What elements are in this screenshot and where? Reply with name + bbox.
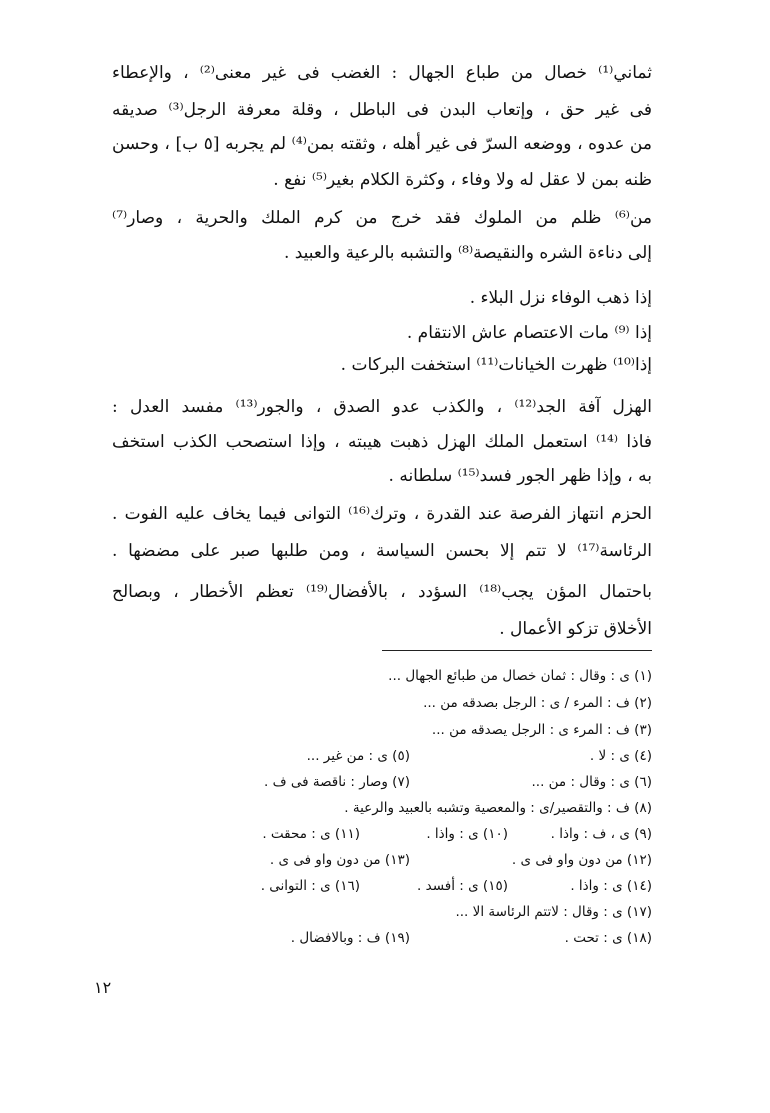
- body-line: باحتمال المؤن يجب⁽¹⁸⁾ السؤدد ، بالأفضال⁽¹⁹⁾ تعظم الأخطار ، وبصالح: [112, 582, 652, 602]
- footnote: (٨) ف : والتقصير/ى : والمعصية وتشبه بالعبيد والرعية .: [344, 800, 652, 816]
- footnote: (٦) ى : وقال : من ...: [531, 774, 652, 790]
- body-line: الرئاسة⁽¹⁷⁾ لا تتم إلا بحسن السياسة ، ومن طلبها صبر على مضضها .: [112, 541, 652, 561]
- page-number: ١٢: [94, 978, 112, 997]
- footnote: (١١) ى : محقت .: [262, 826, 360, 842]
- footnote: (١٤) ى : واذا .: [570, 878, 652, 894]
- body-line: الأخلاق تزكو الأعمال .: [499, 619, 652, 639]
- footnote: (١٠) ى : واذا .: [426, 826, 508, 842]
- footnote: (١٦) ى : التوانى .: [260, 878, 360, 894]
- body-line: إذا ذهب الوفاء نزل البلاء .: [469, 288, 652, 308]
- body-line: ثماني⁽¹⁾ خصال من طباع الجهال : الغضب فى غير معنى⁽²⁾ ، والإعطاء: [112, 63, 652, 83]
- footnote: (٩) ى ، ف : واذا .: [550, 826, 652, 842]
- body-line: فاذا ⁽¹⁴⁾ استعمل الملك الهزل ذهبت هيبته ، وإذا استصحب الكذب استخف: [112, 432, 652, 452]
- body-line: ظنه بمن لا عقل له ولا وفاء ، وكثرة الكلام بغير⁽⁵⁾ نفع .: [273, 170, 652, 190]
- footnote: (١٣) من دون واو فى ى .: [269, 852, 410, 868]
- footnote: (٢) ف : المرء / ى : الرجل بصدقه من ...: [423, 695, 652, 711]
- body-line: الهزل آفة الجد⁽¹²⁾ ، والكذب عدو الصدق ، والجور⁽¹³⁾ مفسد العدل :: [112, 397, 652, 417]
- footnote: (١٥) ى : أفسد .: [417, 878, 508, 894]
- body-line: الحزم انتهاز الفرصة عند القدرة ، وترك⁽¹⁶⁾ التوانى فيما يخاف عليه الفوت .: [112, 504, 652, 524]
- body-line: إلى دناءة الشره والنقيصة⁽⁸⁾ والتشبه بالرعية والعبيد .: [283, 243, 652, 263]
- body-line: فى غير حق ، وإتعاب البدن فى الباطل ، وقلة معرفة الرجل⁽³⁾ صديقه: [112, 100, 652, 120]
- footnote: (١٢) من دون واو فى ى .: [511, 852, 652, 868]
- body-line: به ، وإذا ظهر الجور فسد⁽¹⁵⁾ سلطانه .: [388, 466, 652, 486]
- body-line: إذا ⁽⁹⁾ مات الاعتصام عاش الانتقام .: [406, 323, 652, 343]
- footnote: (٣) ف : المرء ى : الرجل يصدقه من ...: [431, 722, 652, 738]
- footnote: (٧) وصار : ناقصة فى ف .: [264, 774, 410, 790]
- body-line: من⁽⁶⁾ ظلم من الملوك فقد خرج من كرم الملك والحرية ، وصار⁽⁷⁾: [112, 208, 652, 228]
- footnote: (١) ى : وقال : ثمان خصال من طبائع الجهال ...: [388, 668, 652, 684]
- body-line: إذا⁽¹⁰⁾ ظهرت الخيانات⁽¹¹⁾ استخفت البركات .: [340, 355, 652, 375]
- footnote: (١٩) ف : وبالافضال .: [290, 930, 410, 946]
- footnote: (٤) ى : لا .: [589, 748, 652, 764]
- footnote: (٥) ى : من غير ...: [306, 748, 410, 764]
- footnote: (١٨) ى : تحت .: [564, 930, 652, 946]
- footnote: (١٧) ى : وقال : لاتتم الرئاسة الا ...: [455, 904, 652, 920]
- body-line: من عدوه ، ووضعه السرّ فى غير أهله ، وثقته بمن⁽⁴⁾ لم يجربه [٥ ب] ، وحسن: [112, 134, 652, 154]
- footnote-separator: [382, 650, 652, 651]
